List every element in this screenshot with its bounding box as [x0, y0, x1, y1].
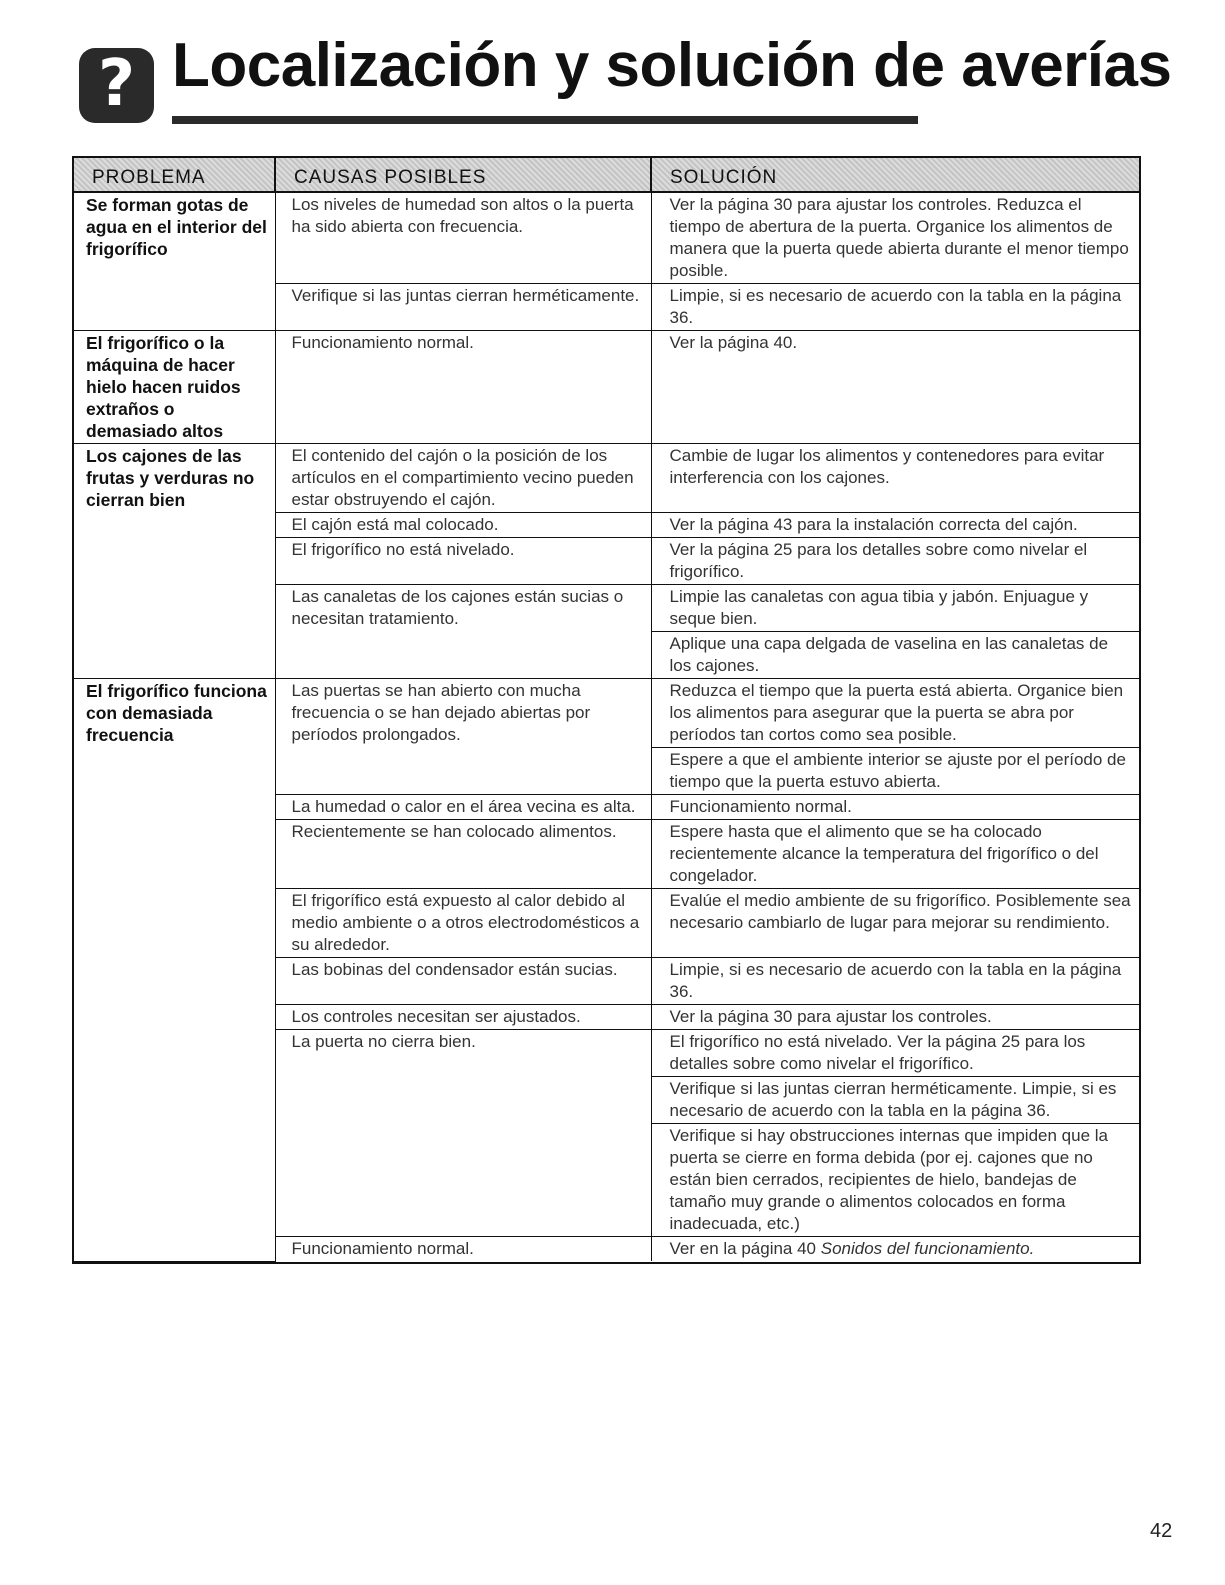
- question-mark-glyph: ?: [97, 46, 136, 121]
- cause-cell: Recientemente se han colocado alimentos.: [275, 820, 651, 889]
- solution-cell: Ver la página 30 para ajustar los controles. Reduzca el tiempo de abertura de la puerta. Organice los alimentos de manera que la puerta quede abierta durante el menor tiempo posible.: [651, 192, 1139, 284]
- cause-cell: Funcionamiento normal.: [275, 1237, 651, 1262]
- troubleshooting-table: [72, 156, 1141, 1264]
- cause-cell: La puerta no cierra bien.: [275, 1030, 651, 1237]
- table-row: [74, 679, 1139, 748]
- problem-cell: Se forman gotas de agua en el interior del frigorífico: [74, 192, 275, 331]
- solution-cell: Limpie, si es necesario de acuerdo con la tabla en la página 36.: [651, 958, 1139, 1005]
- solution-text: Ver en la página 40: [669, 1239, 821, 1258]
- solution-cell: Limpie las canaletas con agua tibia y jabón. Enjuague y seque bien.: [651, 585, 1139, 632]
- cause-cell: El contenido del cajón o la posición de los artículos en el compartimiento vecino pueden estar obstruyendo el cajón.: [275, 444, 651, 513]
- column-header-solution: SOLUCIÓN: [651, 158, 1139, 192]
- troubleshooting-grid: [74, 158, 1139, 1262]
- page-number: 42: [1150, 1520, 1173, 1542]
- problem-cell: El frigorífico o la máquina de hacer hielo hacen ruidos extraños o demasiado altos: [74, 331, 275, 444]
- cause-cell: El frigorífico está expuesto al calor debido al medio ambiente o a otros electrodomésticos a su alrededor.: [275, 889, 651, 958]
- solution-cell: [651, 1237, 1139, 1262]
- solution-cell: Funcionamiento normal.: [651, 795, 1139, 820]
- solution-cell: Aplique una capa delgada de vaselina en las canaletas de los cajones.: [651, 632, 1139, 679]
- solution-cell: Espere hasta que el alimento que se ha colocado recientemente alcance la temperatura del frigorífico o del congelador.: [651, 820, 1139, 889]
- solution-cell: Ver la página 40.: [651, 331, 1139, 444]
- cause-cell: Las canaletas de los cajones están sucias o necesitan tratamiento.: [275, 585, 651, 679]
- table-header-row: [74, 158, 1139, 192]
- cause-cell: Los niveles de humedad son altos o la puerta ha sido abierta con frecuencia.: [275, 192, 651, 284]
- cause-cell: Las puertas se han abierto con mucha frecuencia o se han dejado abiertas por períodos prolongados.: [275, 679, 651, 795]
- cause-cell: El frigorífico no está nivelado.: [275, 538, 651, 585]
- solution-cell: Ver la página 30 para ajustar los controles.: [651, 1005, 1139, 1030]
- question-mark-icon: [79, 48, 154, 123]
- column-header-causes: CAUSAS POSIBLES: [275, 158, 651, 192]
- solution-cell: Reduzca el tiempo que la puerta está abierta. Organice bien los alimentos para asegurar que la puerta se abra por períodos tan cortos como sea posible.: [651, 679, 1139, 748]
- problem-cell: El frigorífico funciona con demasiada frecuencia: [74, 679, 275, 1262]
- cause-cell: La humedad o calor en el área vecina es alta.: [275, 795, 651, 820]
- table-row: [74, 331, 1139, 444]
- cause-cell: Los controles necesitan ser ajustados.: [275, 1005, 651, 1030]
- cause-cell: Las bobinas del condensador están sucias.: [275, 958, 651, 1005]
- cause-cell: Verifique si las juntas cierran herméticamente.: [275, 284, 651, 331]
- solution-cell: Verifique si las juntas cierran herméticamente. Limpie, si es necesario de acuerdo con la tabla en la página 36.: [651, 1077, 1139, 1124]
- table-row: [74, 192, 1139, 284]
- column-header-problem: PROBLEMA: [74, 158, 275, 192]
- solution-cell: Evalúe el medio ambiente de su frigorífico. Posiblemente sea necesario cambiarlo de lugar para mejorar su rendimiento.: [651, 889, 1139, 958]
- solution-cell: Cambie de lugar los alimentos y contenedores para evitar interferencia con los cajones.: [651, 444, 1139, 513]
- cause-cell: El cajón está mal colocado.: [275, 513, 651, 538]
- page-title: Localización y solución de averías: [172, 31, 1172, 100]
- solution-cell: Ver la página 25 para los detalles sobre como nivelar el frigorífico.: [651, 538, 1139, 585]
- cause-cell: Funcionamiento normal.: [275, 331, 651, 444]
- table-row: [74, 444, 1139, 513]
- solution-cell: El frigorífico no está nivelado. Ver la página 25 para los detalles sobre como nivelar el frigorífico.: [651, 1030, 1139, 1077]
- solution-italic-text: Sonidos del funcionamiento.: [820, 1239, 1035, 1258]
- solution-cell: Limpie, si es necesario de acuerdo con la tabla en la página 36.: [651, 284, 1139, 331]
- problem-cell: Los cajones de las frutas y verduras no cierran bien: [74, 444, 275, 679]
- title-underline: [172, 116, 918, 124]
- solution-cell: Ver la página 43 para la instalación correcta del cajón.: [651, 513, 1139, 538]
- solution-cell: Verifique si hay obstrucciones internas que impiden que la puerta se cierre en forma debida (por ej. cajones que no están bien cerrados, recipientes de hielo, bandejas de tamaño muy grande o alimentos colocados en forma inadecuada, etc.): [651, 1124, 1139, 1237]
- solution-cell: Espere a que el ambiente interior se ajuste por el período de tiempo que la puerta estuvo abierta.: [651, 748, 1139, 795]
